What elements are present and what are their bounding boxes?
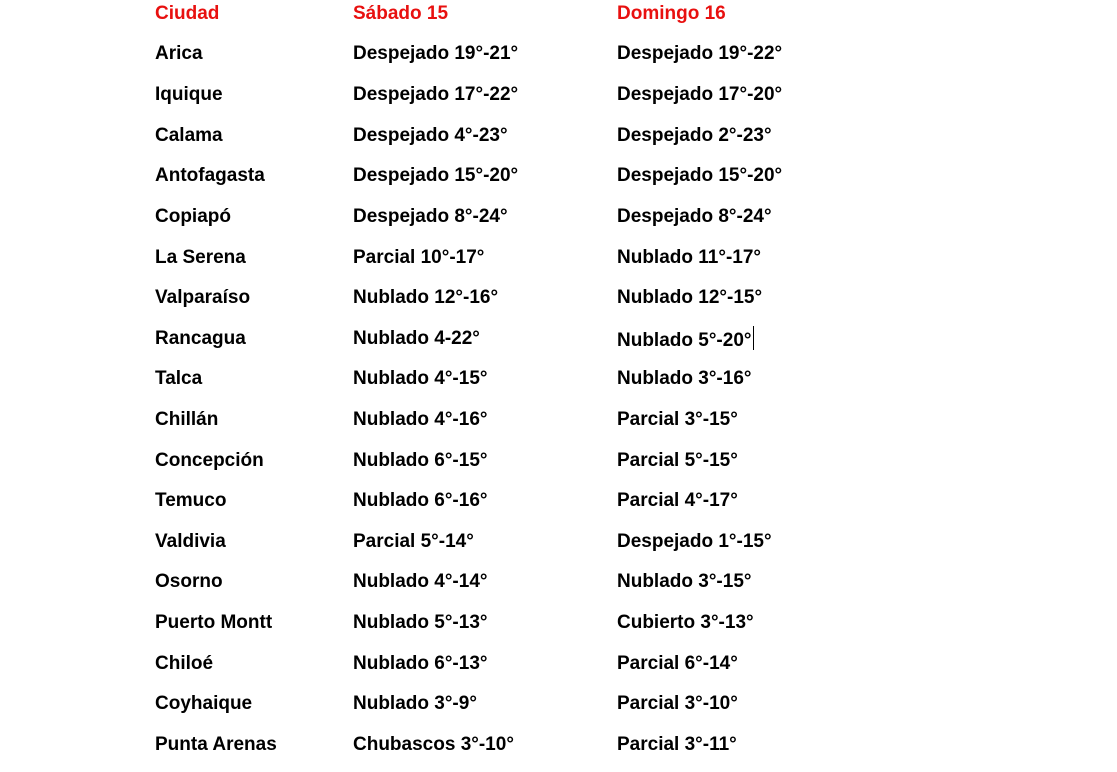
table-row: [0, 245, 1117, 285]
saturday-cell: Despejado 4°-23°: [353, 125, 508, 146]
saturday-cell: Chubascos 3°-10°: [353, 734, 514, 755]
table-row: [0, 123, 1117, 163]
header-sunday: Domingo 16: [617, 3, 726, 24]
sunday-cell: Despejado 8°-24°: [617, 206, 772, 227]
city-cell: Coyhaique: [155, 693, 253, 714]
sunday-cell-text: Nublado 5°-20°: [617, 330, 752, 351]
header-saturday: Sábado 15: [353, 3, 449, 24]
table-row: [0, 285, 1117, 325]
sunday-cell: Nublado 12°-15°: [617, 287, 763, 308]
table-row: [0, 366, 1117, 406]
saturday-cell: Nublado 4°-14°: [353, 571, 488, 592]
table-row: [0, 41, 1117, 81]
table-header-row: [0, 1, 1117, 41]
city-cell: Rancagua: [155, 328, 246, 349]
city-cell: Iquique: [155, 84, 223, 105]
sunday-cell: Nublado 3°-16°: [617, 368, 752, 389]
table-row: [0, 529, 1117, 569]
city-cell: Chiloé: [155, 653, 214, 674]
sunday-cell: Despejado 1°-15°: [617, 531, 772, 552]
saturday-cell: Nublado 12°-16°: [353, 287, 499, 308]
city-cell: Osorno: [155, 571, 223, 592]
table-row: [0, 732, 1117, 772]
sunday-cell: Despejado 15°-20°: [617, 165, 783, 186]
city-cell: Talca: [155, 368, 203, 389]
table-row: [0, 448, 1117, 488]
saturday-cell: Parcial 5°-14°: [353, 531, 474, 552]
table-row: [0, 326, 1117, 366]
table-row: [0, 204, 1117, 244]
table-row: [0, 610, 1117, 650]
city-cell: Concepción: [155, 450, 264, 471]
city-cell: La Serena: [155, 247, 246, 268]
saturday-cell: Despejado 15°-20°: [353, 165, 519, 186]
sunday-cell: Despejado 19°-22°: [617, 43, 783, 64]
saturday-cell: Nublado 4-22°: [353, 328, 480, 349]
saturday-cell: Nublado 6°-13°: [353, 653, 488, 674]
saturday-cell: Despejado 19°-21°: [353, 43, 519, 64]
sunday-cell: Parcial 5°-15°: [617, 450, 738, 471]
saturday-cell: Nublado 4°-16°: [353, 409, 488, 430]
table-row: [0, 407, 1117, 447]
city-cell: Chillán: [155, 409, 219, 430]
sunday-cell: Parcial 6°-14°: [617, 653, 738, 674]
city-cell: Calama: [155, 125, 223, 146]
table-row: [0, 488, 1117, 528]
city-cell: Copiapó: [155, 206, 231, 227]
header-city: Ciudad: [155, 3, 220, 24]
saturday-cell: Nublado 3°-9°: [353, 693, 477, 714]
table-row: [0, 163, 1117, 203]
sunday-cell: Parcial 3°-15°: [617, 409, 738, 430]
sunday-cell: Nublado 3°-15°: [617, 571, 752, 592]
sunday-cell: Parcial 3°-11°: [617, 734, 737, 755]
saturday-cell: Despejado 17°-22°: [353, 84, 519, 105]
city-cell: Valdivia: [155, 531, 226, 552]
sunday-cell: Nublado 11°-17°: [617, 247, 762, 268]
sunday-cell: Despejado 2°-23°: [617, 125, 772, 146]
saturday-cell: Nublado 4°-15°: [353, 368, 488, 389]
saturday-cell: Nublado 6°-15°: [353, 450, 488, 471]
saturday-cell: Despejado 8°-24°: [353, 206, 508, 227]
sunday-cell: Parcial 3°-10°: [617, 693, 738, 714]
sunday-cell: Parcial 4°-17°: [617, 490, 738, 511]
table-row: [0, 82, 1117, 122]
saturday-cell: Nublado 6°-16°: [353, 490, 488, 511]
table-row: [0, 569, 1117, 609]
city-cell: Temuco: [155, 490, 227, 511]
city-cell: Valparaíso: [155, 287, 251, 308]
sunday-cell[interactable]: [617, 326, 754, 354]
saturday-cell: Parcial 10°-17°: [353, 247, 485, 268]
city-cell: Antofagasta: [155, 165, 265, 186]
city-cell: Punta Arenas: [155, 734, 277, 755]
table-row: [0, 651, 1117, 691]
saturday-cell: Nublado 5°-13°: [353, 612, 488, 633]
city-cell: Arica: [155, 43, 203, 64]
table-row: [0, 691, 1117, 731]
sunday-cell: Despejado 17°-20°: [617, 84, 783, 105]
sunday-cell: Cubierto 3°-13°: [617, 612, 754, 633]
city-cell: Puerto Montt: [155, 612, 273, 633]
text-cursor: [753, 326, 754, 350]
